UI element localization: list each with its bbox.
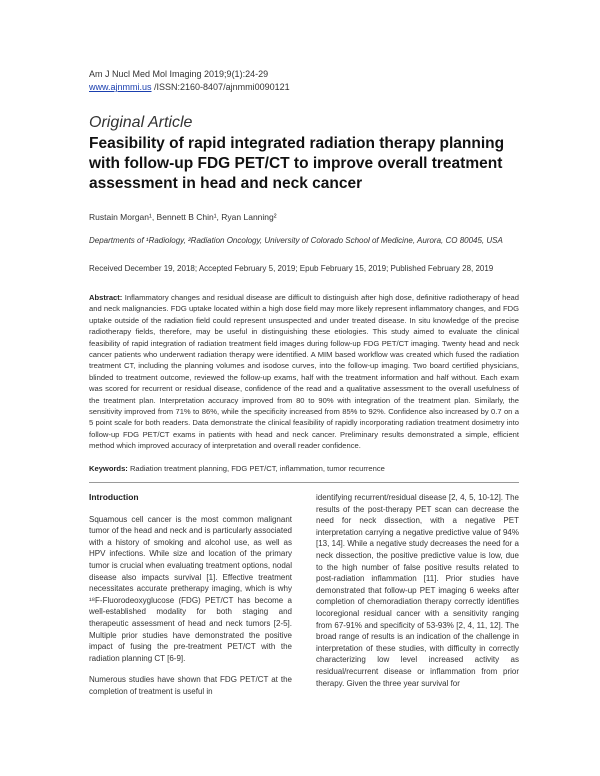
- journal-issn: /ISSN:2160-8407/ajnmmi0090121: [151, 82, 290, 92]
- journal-url-link[interactable]: www.ajnmmi.us: [89, 82, 152, 92]
- abstract-text: Inflammatory changes and residual disease are difficult to distinguish after high dose, definitive radiotherapy of head and neck malignancies. FDG uptake located within a high dose field may more likely represent inflammatory changes, and FDG uptake outside of the radiation field could represent unsuspected and under treated disease. In situ knowledge of the precise radiotherapy fields, therefore, may be useful in distinguishing these etiologies. This study aimed to evaluate the clinical feasibility of rapid integration of radiation treatment field images during follow-up FDG PET/CT imaging. Twenty head and neck cancer patients who underwent radiation therapy were identified. A MIM based workflow was created which fused the radiation treatment CT, including the planning volumes and isodose curves, into the follow-up imaging. Two board certified physicians, blinded to treatment outcome, reviewed the follow-up exams, half with the treatment information and half without. Each exam was scored for recurrent or residual disease, confidence of the read and a qualitative assessment to the overall usefulness of the treatment plan. Interpretation accuracy improved from 80 to 90% with integration of the treatment plan. Similarly, the sensitivity improved from 71% to 86%, while the specificity increased from 85% to 92%. Confidence also increased by 0.7 on a 5 point scale for both readers. Data demonstrate the clinical feasibility of rapidly incorporating radiation treatment dosimetry into follow-up FDG PET/CT exams in patients with head and neck cancer. Preliminary results demonstrated a simple, efficient method which improved accuracy of interpretation and overall reader confidence.: [89, 293, 519, 451]
- introduction-heading: Introduction: [89, 492, 139, 502]
- body-column-right: [316, 492, 519, 699]
- article-title: Feasibility of rapid integrated radiation therapy planning with follow-up FDG PET/CT to improve overall treatment assessment in head and neck cancer: [89, 135, 505, 192]
- journal-citation: Am J Nucl Med Mol Imaging 2019;9(1):24-29: [89, 69, 269, 79]
- abstract-label: Abstract:: [89, 293, 123, 302]
- article-type: Original Article: [89, 114, 193, 131]
- affiliations: Departments of ¹Radiology, ²Radiation Oncology, University of Colorado School of Medicine, Aurora, CO 80045, USA: [89, 236, 503, 245]
- keywords-label: Keywords:: [89, 464, 128, 473]
- body-paragraph: Numerous studies have shown that FDG PET/CT at the completion of treatment is useful in: [89, 675, 292, 696]
- journal-header: [89, 68, 290, 94]
- publication-dates: Received December 19, 2018; Accepted February 5, 2019; Epub February 15, 2019; Published February 28, 2019: [89, 264, 494, 273]
- body-column-left: [89, 492, 292, 708]
- body-paragraph: Squamous cell cancer is the most common malignant tumor of the head and neck and is particularly associated with a history of smoking and alcohol use, as well as HPV infections. While size and location of the primary tumor is crucial when evaluating treatment options, nodal disease also impacts survival [1]. Effective treatment necessitates accurate pretherapy imaging, which is why ¹⁸F-Fluorodeoxyglucose (FDG) PET/CT has become a well-established modality for both staging and therapeutic assessment of head and neck tumors [2-5]. Multiple prior studies have demonstrated the positive impact of fusing the pre-treatment PET/CT with the radiation planning CT [6-9].: [89, 514, 292, 663]
- section-divider: [89, 482, 519, 483]
- keywords: [89, 464, 519, 473]
- keywords-text: Radiation treatment planning, FDG PET/CT, inflammation, tumor recurrence: [127, 464, 385, 473]
- author-list: Rustain Morgan¹, Bennett B Chin¹, Ryan Lanning²: [89, 212, 277, 222]
- abstract: [89, 292, 519, 452]
- body-paragraph: identifying recurrent/residual disease [2, 4, 5, 10-12]. The results of the post-therapy PET scan can decrease the need for neck dissection, with a negative PET interpretation carrying a negative predictive value of 94% [13, 14]. While a negative study decreases the need for a neck dissection, the positive predictive value is low, due to the high number of false positive results related to post-radiation inflammation [11]. Prior studies have demonstrated that follow-up PET imaging 6 weeks after completion of chemoradiation therapy correctly identifies locoregional residual cancer with a sensitivity ranging from 67-91% and specificity of 53-93% [2, 4, 11, 12]. The broad range of results is an indication of the challenge in interpretation of these studies, with difficulty in correctly characterizing low level increased activity as residual/recurrent disease or inflammation from prior therapy. Given the three year survival for: [316, 493, 519, 688]
- journal-url-line: [89, 81, 290, 94]
